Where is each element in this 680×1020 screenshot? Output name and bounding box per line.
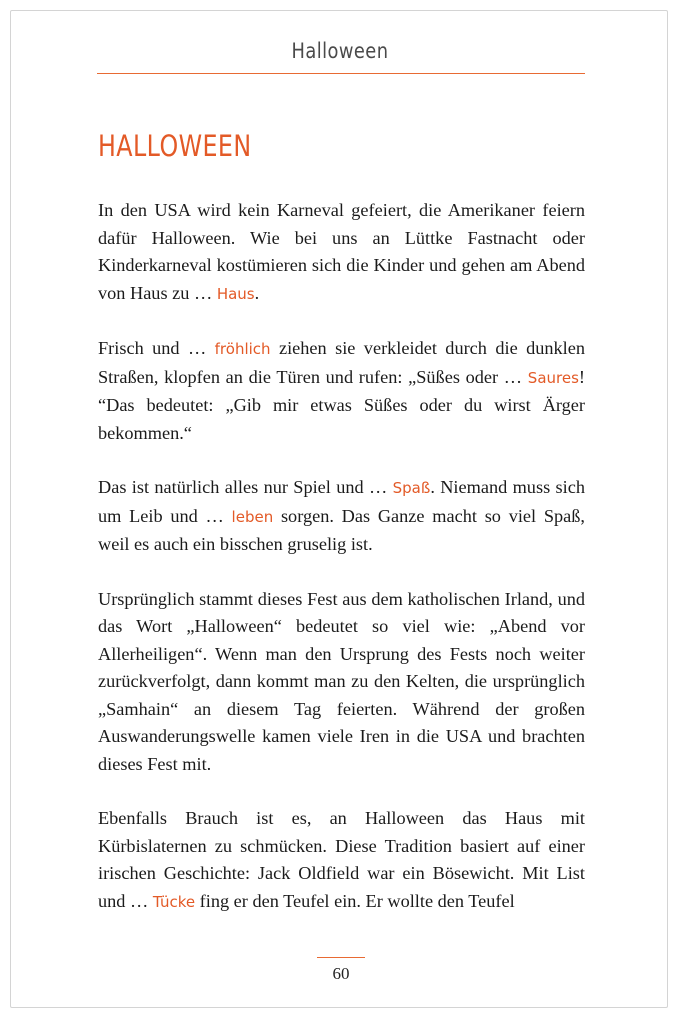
paragraph — [98, 586, 585, 779]
chapter-title: HALLOWEEN — [98, 129, 252, 163]
footer-rule — [317, 957, 365, 958]
text-run: Ursprünglich stammt dieses Fest aus dem katholischen Irland, und das Wort „Halloween“ bedeutet so viel wie: „Abend vor Allerheiligen“. Wenn man den Ursprung des Fests noch weiter zurückverfolgt, dann kommt man zu den Kelten, die ursprünglich „Samhain“ an diesem Tag feierten. Während der großen Auswanderungswelle kamen viele Iren in die USA und brachten dieses Fest mit. — [98, 588, 585, 774]
text-run: In den USA wird kein Karneval gefeiert, die Amerikaner feiern dafür Halloween. Wie bei uns an Lüttke Fastnacht oder Kinderkarneval kostümieren sich die Kinder und gehen am Abend von Haus zu … — [98, 200, 585, 303]
fill-in-word: Haus — [216, 284, 255, 303]
fill-in-word: leben — [231, 507, 274, 526]
paragraph — [98, 474, 585, 559]
running-header: Halloween — [291, 39, 389, 63]
text-run: ziehen sie verkleidet durch die dunklen Straßen, klopfen an die Türen und rufen: „Süßes oder … — [98, 338, 585, 387]
paragraph — [98, 335, 585, 447]
page-number: 60 — [332, 964, 350, 983]
text-run: . Niemand muss sich um Leib und … — [98, 477, 585, 526]
fill-in-word: Saures — [527, 368, 579, 387]
text-run: Das ist natürlich alles nur Spiel und … — [98, 477, 393, 497]
fill-in-word: fröhlich — [214, 340, 271, 358]
header-rule — [97, 73, 585, 74]
fill-in-word: Tücke — [152, 892, 196, 911]
text-run: sorgen. Das Ganze macht so viel Spaß, weil es auch ein bisschen gruselig ist. — [98, 505, 585, 554]
text-run: . — [254, 282, 260, 303]
text-run: fing er den Teufel ein. Er wollte den Teufel — [195, 890, 515, 911]
paragraph — [98, 805, 585, 916]
book-page — [10, 10, 668, 1008]
body-text — [98, 197, 585, 916]
fill-in-word: Spaß — [392, 479, 431, 497]
text-run: ! “Das bedeutet: „Gib mir etwas Süßes oder du wirst Ärger bekommen.“ — [98, 366, 585, 443]
text-run: Ebenfalls Brauch ist es, an Halloween das Haus mit Kürbislaternen zu schmücken. Diese Tradition basiert auf einer irischen Geschichte: Jack Oldfield war ein Bösewicht. Mit List und … — [98, 808, 585, 911]
text-run: Frisch und … — [98, 338, 215, 358]
paragraph — [98, 197, 585, 308]
